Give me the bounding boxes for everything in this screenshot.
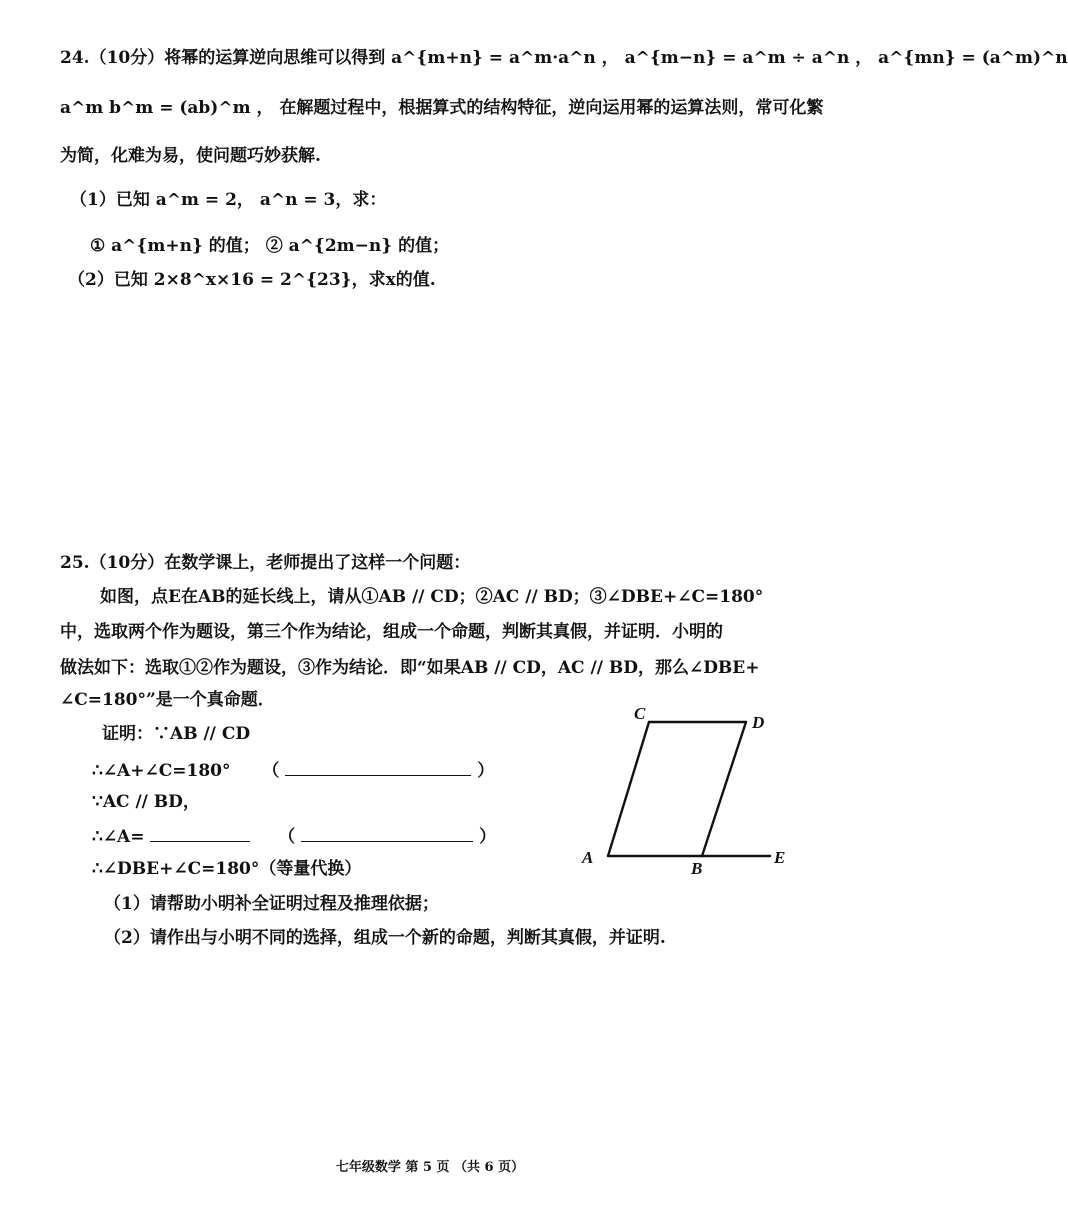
proof-step-1-text: ∴∠A+∠C=180° [92, 761, 231, 781]
q25-task-1: （1）请帮助小明补全证明过程及推理依据； [104, 894, 439, 914]
parallelogram-figure [572, 700, 802, 880]
q25-paragraph-2: 中，选取两个作为题设，第三个作为结论，组成一个命题，判断其真假，并证明．小明的 [60, 622, 723, 642]
label-c: C [634, 704, 646, 723]
proof-step-1-paren-close: ） [477, 761, 495, 781]
q24-formula-2: a^{m−n} = a^m ÷ a^n ， [624, 48, 873, 68]
q24-part-2: （2）已知 2×8^x×16 = 2^{23}，求x的值. [68, 270, 436, 290]
proof-step-1-reason-blank[interactable] [285, 757, 471, 776]
proof-step-2: ∵AC // BD， [92, 792, 200, 812]
proof-step-3-text: ∴∠A= [92, 827, 145, 847]
segment-ac [608, 722, 649, 856]
label-a: A [582, 848, 594, 867]
label-b: B [691, 859, 703, 878]
q25-paragraph-3: 做法如下：选取①②作为题设，③作为结论．即“如果AB // CD，AC // BD，那么∠DBE+ [60, 658, 760, 678]
label-d: D [752, 713, 765, 732]
q25-task-2: （2）请作出与小明不同的选择，组成一个新的命题，判断其真假，并证明. [104, 928, 666, 948]
proof-step-3 [92, 823, 496, 849]
q24-line-1 [60, 46, 1068, 70]
proof-step-1-paren-open: （ [262, 761, 280, 781]
page-footer: 七年级数学 第 5 页 （共 6 页） [335, 1160, 525, 1175]
q24-line-2 [60, 96, 823, 120]
q24-line-3: 为简，化难为易，使问题巧妙获解. [60, 146, 321, 166]
proof-title: 证明：∵AB // CD [102, 724, 251, 744]
q24-formula-3: a^{mn} = (a^m)^n [878, 48, 1068, 68]
proof-step-3-paren-close: ） [479, 827, 497, 847]
q24-head: 24.（10分）将幂的运算逆向思维可以得到 [60, 48, 386, 68]
proof-step-1 [92, 757, 494, 783]
proof-step-3-paren-open: （ [278, 827, 296, 847]
proof-step-4: ∴∠DBE+∠C=180°（等量代换） [92, 859, 362, 879]
proof-step-3-reason-blank[interactable] [301, 823, 473, 842]
q24-line2-formula: a^m b^m = (ab)^m ， [60, 98, 274, 118]
q24-part-1: （1）已知 a^m = 2， a^n = 3，求： [70, 190, 387, 210]
label-e: E [774, 848, 786, 867]
q25-paragraph-4: ∠C=180°”是一个真命题． [60, 690, 275, 710]
segment-db [702, 722, 746, 856]
q25-head: 25.（10分）在数学课上，老师提出了这样一个问题： [60, 553, 471, 573]
q25-paragraph-1: 如图，点E在AB的延长线上，请从①AB // CD；②AC // BD；③∠DBE+∠C=180° [100, 587, 764, 607]
proof-step-3-angle-blank[interactable] [150, 823, 250, 842]
q24-line2-text: 在解题过程中，根据算式的结构特征，逆向运用幂的运算法则，常可化繁 [279, 98, 824, 118]
q24-part-1-sub: ① a^{m+n} 的值； ② a^{2m−n} 的值； [90, 236, 450, 256]
q24-formula-1: a^{m+n} = a^m·a^n ， [391, 48, 619, 68]
